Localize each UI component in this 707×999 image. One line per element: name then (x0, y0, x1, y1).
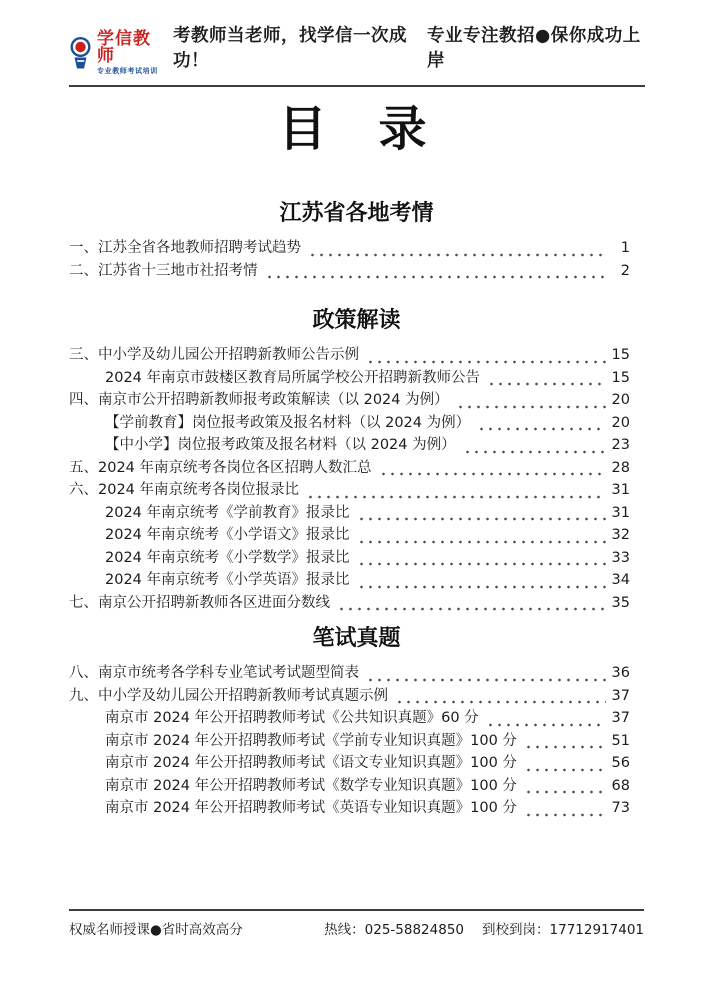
toc-entry (69, 524, 644, 547)
toc-page-number: 2 (620, 262, 630, 279)
dot-leader (477, 424, 605, 431)
dot-leader (306, 492, 606, 499)
dot-leader (524, 765, 606, 772)
page-title: 目 录 (278, 101, 429, 157)
toc-entry (69, 457, 644, 480)
dot-leader (486, 720, 606, 727)
dot-leader (395, 697, 606, 704)
toc-entry-title: 四、南京市公开招聘新教师报考政策解读（以 2024 为例） (69, 392, 449, 408)
toc-entry (69, 797, 644, 820)
toc-entry-title: 南京市 2024 年公开招聘教师考试《公共知识真题》60 分 (105, 710, 479, 726)
section-heading: 笔试真题 (312, 626, 401, 651)
dot-leader (456, 402, 606, 409)
toc-entry-title: 2024 年南京统考《小学数学》报录比 (105, 549, 350, 566)
toc-page-number: 20 (611, 392, 630, 408)
toc-page-number: 33 (611, 549, 630, 566)
toc-page-number: 36 (611, 665, 630, 681)
dot-leader (357, 537, 606, 544)
toc-page-number: 73 (611, 800, 630, 816)
dot-leader (524, 742, 606, 749)
toc-entry (69, 685, 644, 708)
toc-page-number: 68 (611, 777, 630, 794)
dot-leader (379, 469, 606, 476)
toc-entry (69, 479, 644, 502)
dot-leader (463, 447, 606, 454)
dot-leader (366, 675, 606, 682)
toc-entry-title: 南京市 2024 年公开招聘教师考试《学前专业知识真题》100 分 (105, 732, 517, 749)
toc-page-number: 35 (611, 594, 630, 611)
toc-entry-title: 三、中小学及幼儿园公开招聘新教师公告示例 (69, 347, 359, 363)
toc-entry-title: 【学前教育】岗位报考政策及报名材料（以 2024 为例） (105, 414, 471, 431)
toc-entry-title: 2024 年南京统考《小学英语》报录比 (105, 572, 350, 588)
toc-entry-title: 2024 年南京市鼓楼区教育局所属学校公开招聘新教师公告 (105, 369, 481, 386)
toc-page-number: 23 (611, 437, 630, 453)
toc-entry (69, 260, 644, 283)
toc-entry-title: 八、南京市统考各学科专业笔试考试题型简表 (69, 665, 359, 681)
dot-leader (524, 787, 606, 794)
toc-page-number: 15 (611, 369, 630, 386)
toc-entry-title: 南京市 2024 年公开招聘教师考试《数学专业知识真题》100 分 (105, 777, 517, 794)
toc-entry-title: 2024 年南京统考《学前教育》报录比 (105, 504, 350, 521)
section-heading: 政策解读 (312, 308, 401, 333)
toc-page-number: 31 (611, 504, 630, 521)
toc-entry (69, 662, 644, 685)
dot-leader (366, 357, 606, 364)
section-heading: 江苏省各地考情 (279, 201, 434, 226)
toc-page-number: 34 (611, 572, 630, 588)
toc-entry-title: 九、中小学及幼儿园公开招聘新教师考试真题示例 (69, 687, 388, 704)
toc-entry-title: 【中小学】岗位报考政策及报名材料（以 2024 为例） (105, 437, 456, 453)
dot-leader (524, 810, 606, 817)
toc-entry-title: 一、江苏全省各地教师招聘考试趋势 (69, 240, 301, 256)
toc-entry (69, 592, 644, 615)
toc-entry-title: 五、2024 年南京统考各岗位各区招聘人数汇总 (69, 459, 372, 476)
toc-page-number: 56 (611, 755, 630, 771)
toc-page-number: 28 (611, 459, 630, 476)
toc-entry (69, 569, 644, 592)
toc-page-number: 37 (611, 710, 630, 726)
dot-leader (265, 272, 607, 279)
toc-page-number: 37 (611, 687, 630, 704)
toc-section-3 (69, 625, 644, 820)
brand-tagline: 专业教师考试培训 (97, 67, 158, 75)
dot-leader (337, 604, 606, 611)
toc-entry (69, 389, 644, 412)
toc-entry (69, 730, 644, 753)
toc-entry (69, 752, 644, 775)
toc (69, 0, 644, 999)
dot-leader (308, 250, 606, 257)
footer-hotline: 热线：025-58824850 (324, 922, 465, 938)
footer-onsite-phone: 到校到岗：17712917401 (482, 922, 644, 938)
toc-entry-title: 二、江苏省十三地市社招考情 (69, 262, 258, 279)
toc-entry-title: 六、2024 年南京统考各岗位报录比 (69, 482, 300, 498)
header-slogan-right: 专业专注教招●保你成功上岸 (427, 26, 641, 71)
toc-page-number: 1 (620, 240, 630, 256)
toc-entry (69, 547, 644, 570)
toc-page-number: 20 (611, 414, 630, 431)
toc-section-1 (69, 200, 644, 282)
toc-entry (69, 502, 644, 525)
dot-leader (487, 379, 606, 386)
toc-entry-title: 南京市 2024 年公开招聘教师考试《英语专业知识真题》100 分 (105, 800, 517, 816)
toc-page-number: 51 (611, 732, 630, 749)
toc-entry (69, 344, 644, 367)
dot-leader (357, 514, 606, 521)
footer-contacts (324, 918, 644, 938)
footer-slogan: 权威名师授课●省时高效高分 (69, 922, 243, 938)
toc-page-number: 31 (611, 482, 630, 498)
header-slogan-left: 考教师当老师，找学信一次成功！ (173, 26, 408, 71)
brand-name: 学信教师 (97, 29, 151, 66)
toc-entry (69, 412, 644, 435)
toc-page-number: 15 (611, 347, 630, 363)
page-footer (69, 909, 644, 938)
dot-leader (357, 559, 606, 566)
dot-leader (357, 582, 606, 589)
toc-entry (69, 707, 644, 730)
toc-section-2 (69, 307, 644, 614)
toc-entry (69, 775, 644, 798)
toc-entry-title: 2024 年南京统考《小学语文》报录比 (105, 527, 350, 543)
toc-entry (69, 237, 644, 260)
toc-entry (69, 367, 644, 390)
toc-entry-title: 七、南京公开招聘新教师各区进面分数线 (69, 594, 330, 611)
toc-page-number: 32 (611, 527, 630, 543)
toc-entry (69, 434, 644, 457)
toc-entry-title: 南京市 2024 年公开招聘教师考试《语文专业知识真题》100 分 (105, 755, 517, 771)
